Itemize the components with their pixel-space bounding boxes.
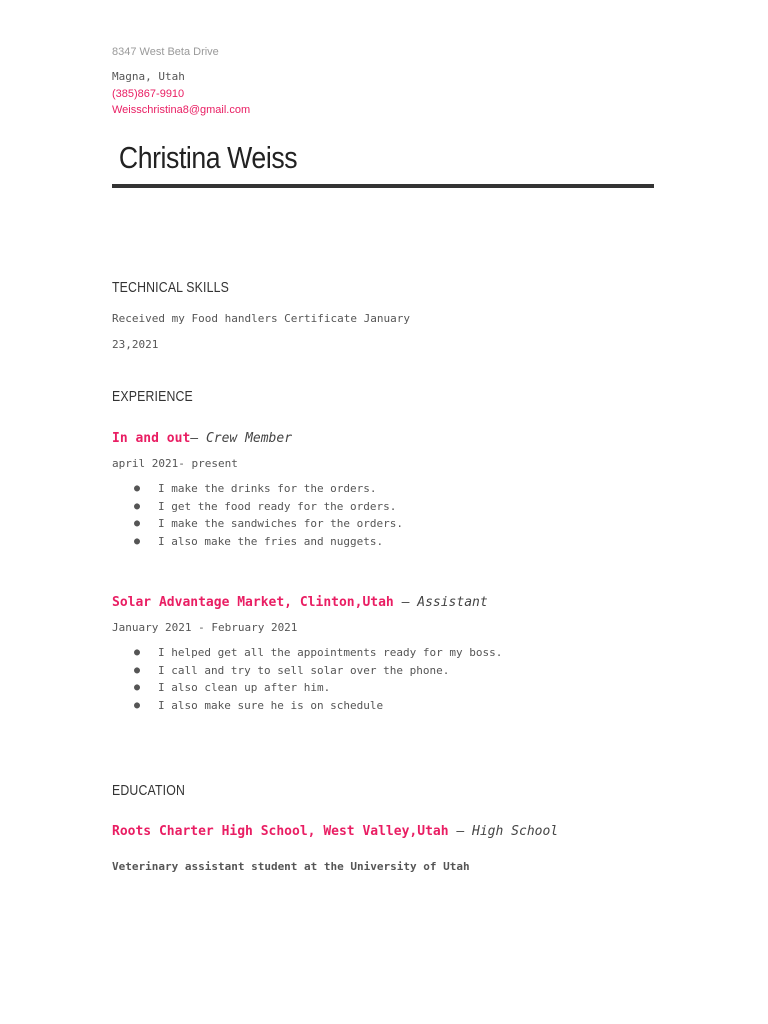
job-dates: april 2021- present	[112, 457, 238, 470]
title-separator: —	[190, 431, 206, 446]
skills-line-1: Received my Food handlers Certificate January	[112, 312, 411, 325]
job-duties-list	[112, 644, 502, 714]
education-level: High School	[472, 824, 559, 839]
list-item: ● I also make sure he is on schedule	[112, 697, 502, 715]
bullet-icon: ●	[134, 518, 141, 530]
title-separator: —	[448, 824, 473, 839]
phone-number: (385)867-9910	[112, 88, 185, 100]
education-note: Veterinary assistant student at the University of Utah	[112, 860, 470, 873]
list-item: ● I make the sandwiches for the orders.	[112, 515, 403, 533]
job-duties-list	[112, 480, 403, 550]
bullet-icon: ●	[134, 483, 141, 494]
section-heading-experience: EXPERIENCE	[112, 388, 193, 405]
list-item: ● I call and try to sell solar over the phone.	[112, 662, 502, 680]
employer-name: Solar Advantage Market, Clinton,Utah	[112, 595, 394, 610]
bullet-icon: ●	[134, 699, 141, 711]
job-dates: January 2021 - February 2021	[112, 621, 298, 634]
bullet-icon: ●	[134, 500, 141, 512]
section-heading-technical-skills: TECHNICAL SKILLS	[112, 279, 230, 296]
skills-line-2: 23,2021	[112, 338, 159, 351]
section-heading-education: EDUCATION	[112, 782, 186, 799]
bullet-icon: ●	[134, 682, 141, 694]
employer-name: In and out	[112, 431, 191, 446]
list-item: ● I also clean up after him.	[112, 679, 502, 697]
job-title-line	[112, 431, 292, 446]
name-divider	[112, 184, 654, 188]
school-title-line	[112, 824, 558, 839]
list-item: ● I make the drinks for the orders.	[112, 480, 403, 498]
email-address: Weisschristina8@gmail.com	[112, 104, 251, 116]
address-line-1: 8347 West Beta Drive	[112, 46, 219, 58]
list-item: ● I get the food ready for the orders.	[112, 498, 403, 516]
job-role: Crew Member	[205, 431, 293, 446]
job-title-line	[112, 595, 488, 610]
address-line-2: Magna, Utah	[112, 70, 185, 83]
title-separator: —	[393, 595, 418, 610]
candidate-name: Christina Weiss	[118, 140, 298, 175]
bullet-icon: ●	[134, 647, 141, 658]
job-role: Assistant	[417, 595, 488, 610]
school-name: Roots Charter High School, West Valley,Utah	[112, 824, 449, 839]
list-item: ● I also make the fries and nuggets.	[112, 533, 403, 551]
bullet-icon: ●	[134, 535, 141, 547]
list-item: ● I helped get all the appointments ready for my boss.	[112, 644, 502, 662]
bullet-icon: ●	[134, 664, 141, 676]
